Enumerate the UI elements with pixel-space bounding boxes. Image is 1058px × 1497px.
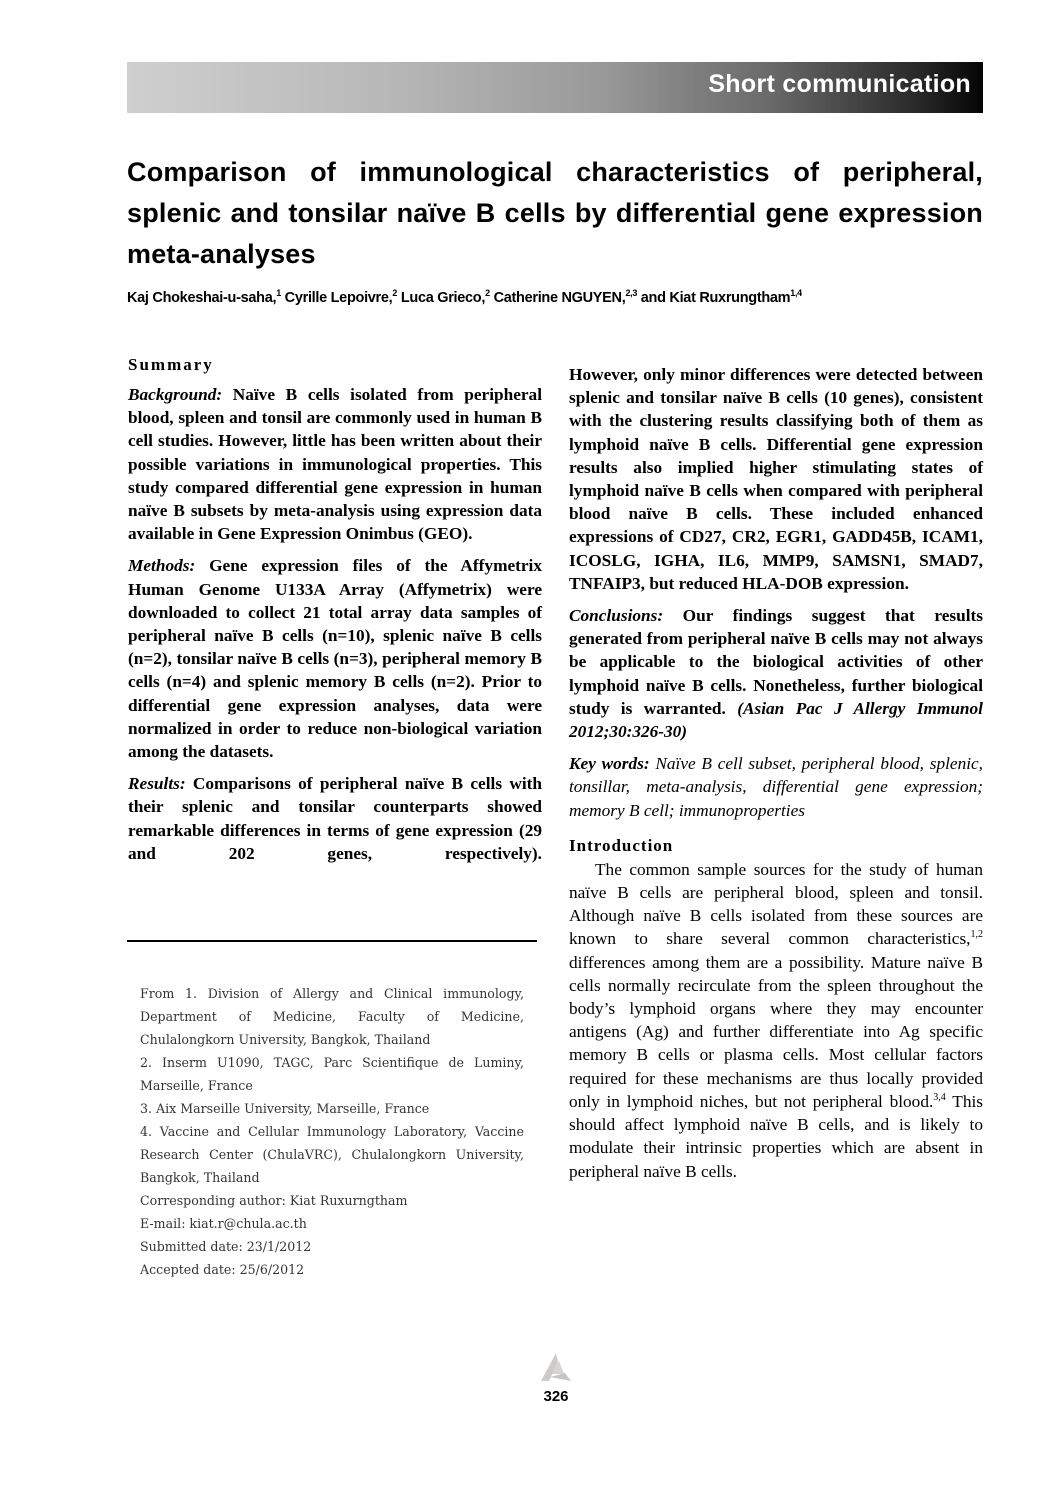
- abstract-methods: [128, 554, 542, 763]
- abstract-conclusions: [569, 604, 983, 743]
- abstract-results-continued: However, only minor differences were detected between splenic and tonsilar naïve B cells (10 genes), consistent with the clustering results classifying both of them as lymphoid naïve B cells. Differential gene expression results also implied higher stimulating states of lymphoid naïve B cells when compared with peripheral blood naïve B cells. These included enhanced expressions of CD27, CR2, EGR1, GADD45B, ICAM1, ICOSLG, IGHA, IL6, MMP9, SAMSN1, SMAD7, TNFAIP3, but reduced HLA-DOB expression.: [569, 365, 983, 593]
- intro-text: differences among them are a possibility. Mature naïve B cells normally recirculate from the spleen throughout the body’s lymphoid organs where they may encounter antigens (Ag) and further differentiate into Ag specific memory B cells or plasma cells. Most cellular factors required for these mechanisms are thus locally provided only in lymphoid niches, but not peripheral blood.: [569, 952, 983, 1111]
- article-title: Comparison of immunological characteristics of peripheral, splenic and tonsilar naïve B cells by differential gene expression meta-analyses: [127, 157, 983, 269]
- page-number: 326: [543, 1388, 569, 1405]
- intro-text: The common sample sources for the study of human naïve B cells are peripheral blood, spleen and tonsil. Although naïve B cells isolated from these sources are known to share several common characteristics,: [569, 859, 983, 949]
- introduction-paragraph: [569, 858, 983, 1183]
- author-name: Kaj Chokeshai-u-saha,: [127, 290, 277, 306]
- author-name: Catherine NGUYEN,: [493, 290, 626, 306]
- conclusions-label: Conclusions:: [569, 606, 664, 626]
- keywords: [569, 752, 983, 822]
- background-label: Background:: [128, 385, 223, 404]
- author-name: Cyrille Lepoivre,: [284, 290, 393, 306]
- results-text: Comparisons of peripheral naïve B cells with their splenic and tonsilar counterparts showed remarkable differences in terms of gene expression (29 and 202 genes, respectively).: [128, 774, 542, 863]
- right-column: [569, 363, 983, 1183]
- affiliation-line: 4. Vaccine and Cellular Immunology Laboratory, Vaccine Research Center (ChulaVRC), Chulalongkorn University, Bangkok, Thailand: [140, 1124, 524, 1185]
- affiliations: [140, 982, 524, 1281]
- section-label: Short communication: [708, 70, 971, 98]
- author-affiliation: 2: [485, 288, 490, 298]
- keywords-label: Key words:: [569, 754, 650, 774]
- author-name: Luca Grieco,: [400, 290, 486, 306]
- author-affiliation: 2,3: [625, 288, 638, 298]
- left-column: [128, 355, 542, 874]
- corresponding-author: Corresponding author: Kiat Ruxurngtham: [140, 1193, 408, 1208]
- abstract-results: [128, 772, 542, 865]
- submitted-date: Submitted date: 23/1/2012: [140, 1239, 312, 1254]
- introduction-heading: Introduction: [569, 835, 674, 855]
- author-list: [127, 288, 987, 306]
- abstract-background: [128, 383, 542, 545]
- author-affiliation: 2: [392, 288, 398, 298]
- section-banner: [127, 62, 983, 113]
- methods-text: Gene expression files of the Affymetrix Human Genome U133A Array (Affymetrix) were downloaded to collect 21 total array data samples of peripheral naïve B cells (n=10), splenic naïve B cells (n=2), tonsilar naïve B cells (n=3), peripheral memory B cells (n=4) and splenic memory B cells (n=2). Prior to differential gene expression analyses, data were normalized in order to reduce non-biological variation among the datasets.: [128, 556, 542, 762]
- intro-text: This should affect lymphoid naïve B cells, and is likely to modulate their intrinsic properties which are absent in peripheral naïve B cells.: [569, 1091, 983, 1181]
- background-text: Naïve B cells isolated from peripheral blood, spleen and tonsil are commonly used in human B cell studies. However, little has been written about their possible variations in immunological properties. This study compared differential gene expression in human naïve B subsets by meta-analysis using expression data available in Gene Expression Onimbus (GEO).: [128, 385, 542, 544]
- email: E-mail: kiat.r@chula.ac.th: [140, 1216, 307, 1231]
- affiliation-line: From 1. Division of Allergy and Clinical immunology, Department of Medicine, Faculty of Medicine, Chulalongkorn University, Bangkok, Thailand: [140, 986, 524, 1047]
- author-affiliation: 1,4: [790, 288, 802, 298]
- accepted-date: Accepted date: 25/6/2012: [140, 1262, 305, 1277]
- affiliation-line: 2. Inserm U1090, TAGC, Parc Scientifique de Luminy, Marseille, France: [140, 1055, 524, 1093]
- keywords-text: Naïve B cell subset, peripheral blood, splenic, tonsillar, meta-analysis, differential gene expression; memory B cell; immunoproperties: [569, 754, 984, 820]
- conclusions-text: Our findings suggest that results generated from peripheral naïve B cells may not always be applicable to the biological activities of other lymphoid naïve B cells. Nonetheless, further biological study is warranted.: [569, 606, 983, 718]
- citation: (Asian Pac J Allergy Immunol 2012;30:326-30): [569, 698, 983, 742]
- reference-marker: 3,4: [933, 1091, 946, 1103]
- results-label: Results:: [128, 774, 186, 794]
- summary-heading: Summary: [128, 355, 214, 374]
- journal-triangle-logo-icon: [538, 1352, 574, 1382]
- footnote-divider: [127, 940, 537, 942]
- methods-label: Methods:: [128, 556, 196, 576]
- affiliation-line: 3. Aix Marseille University, Marseille, France: [140, 1101, 430, 1116]
- reference-marker: 1,2: [970, 929, 983, 941]
- author-name: and Kiat Ruxrungtham: [640, 290, 791, 306]
- author-affiliation: 1: [276, 288, 281, 298]
